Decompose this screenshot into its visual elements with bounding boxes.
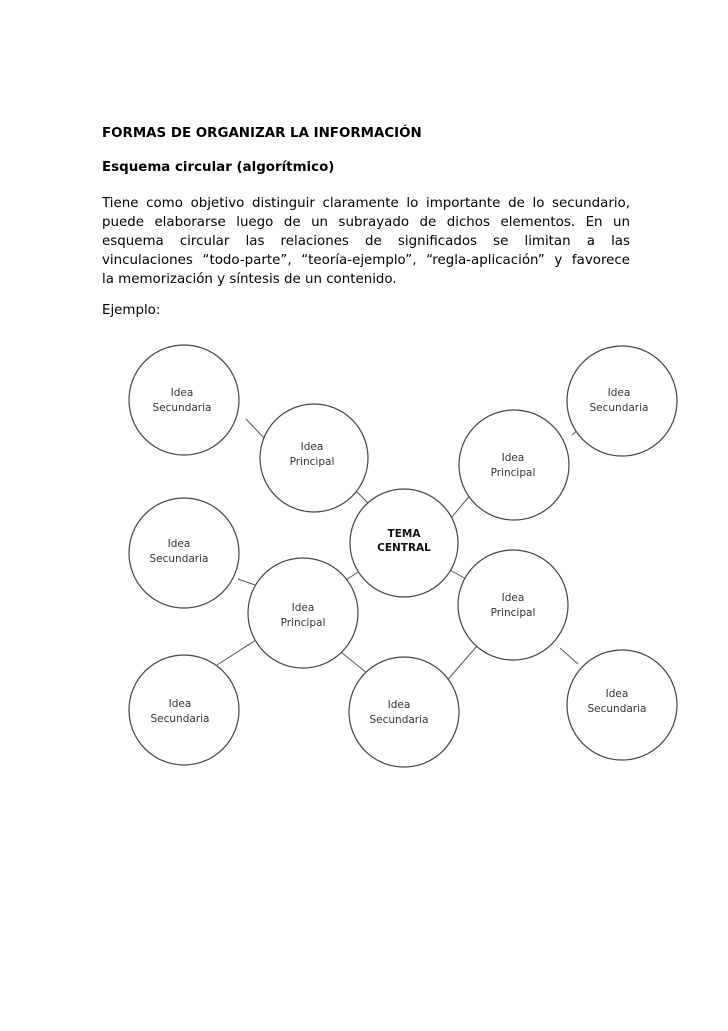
principal-idea-node: [458, 550, 568, 660]
paragraph-line: Tiene como objetivo distinguir claramente lo importante de lo secundario,: [102, 196, 630, 211]
node-label: Idea: [605, 688, 629, 700]
paragraph-line: esquema circular las relaciones de significados se limitan a las: [102, 234, 630, 249]
node-label: Principal: [289, 456, 335, 468]
node-label: Idea: [607, 387, 631, 399]
section-subtitle: Esquema circular (algorítmico): [102, 160, 335, 175]
paragraph-line: puede elaborarse luego de un subrayado de dichos elementos. En un: [102, 215, 630, 230]
secondary-idea-node: [129, 345, 239, 455]
example-label: Ejemplo:: [102, 303, 161, 318]
node-label: Secundaria: [150, 713, 210, 725]
node-label: Idea: [291, 602, 315, 614]
secondary-idea-node: [567, 346, 677, 456]
node-label: Principal: [490, 467, 536, 479]
node-label: Secundaria: [369, 714, 429, 726]
node-label: Secundaria: [152, 402, 212, 414]
node-label: Idea: [170, 387, 194, 399]
node-label: Principal: [280, 617, 326, 629]
node-label: Idea: [501, 452, 525, 464]
node-label: Principal: [490, 607, 536, 619]
connector: [217, 640, 256, 665]
secondary-idea-node: [129, 655, 239, 765]
paragraph-line: la memorización y síntesis de un contenido.: [102, 272, 397, 287]
secondary-idea-node: [349, 657, 459, 767]
connector: [246, 419, 264, 438]
paragraph-line: vinculaciones “todo-parte”, “teoría-ejemplo”, “regla-aplicación” y favorece: [102, 253, 630, 268]
node-label: Idea: [167, 538, 191, 550]
connector: [444, 646, 477, 684]
node-label: Secundaria: [149, 553, 209, 565]
node-label: Idea: [300, 441, 324, 453]
central-topic-label: TEMA: [387, 528, 421, 540]
connector: [560, 648, 578, 664]
node-label: Idea: [168, 698, 192, 710]
node-label: Secundaria: [589, 402, 649, 414]
central-topic-label: CENTRAL: [377, 542, 431, 554]
document-title: FORMAS DE ORGANIZAR LA INFORMACIÓN: [102, 126, 422, 141]
node-label: Secundaria: [587, 703, 647, 715]
node-label: Idea: [387, 699, 411, 711]
principal-idea-node: [459, 410, 569, 520]
node-label: Idea: [501, 592, 525, 604]
